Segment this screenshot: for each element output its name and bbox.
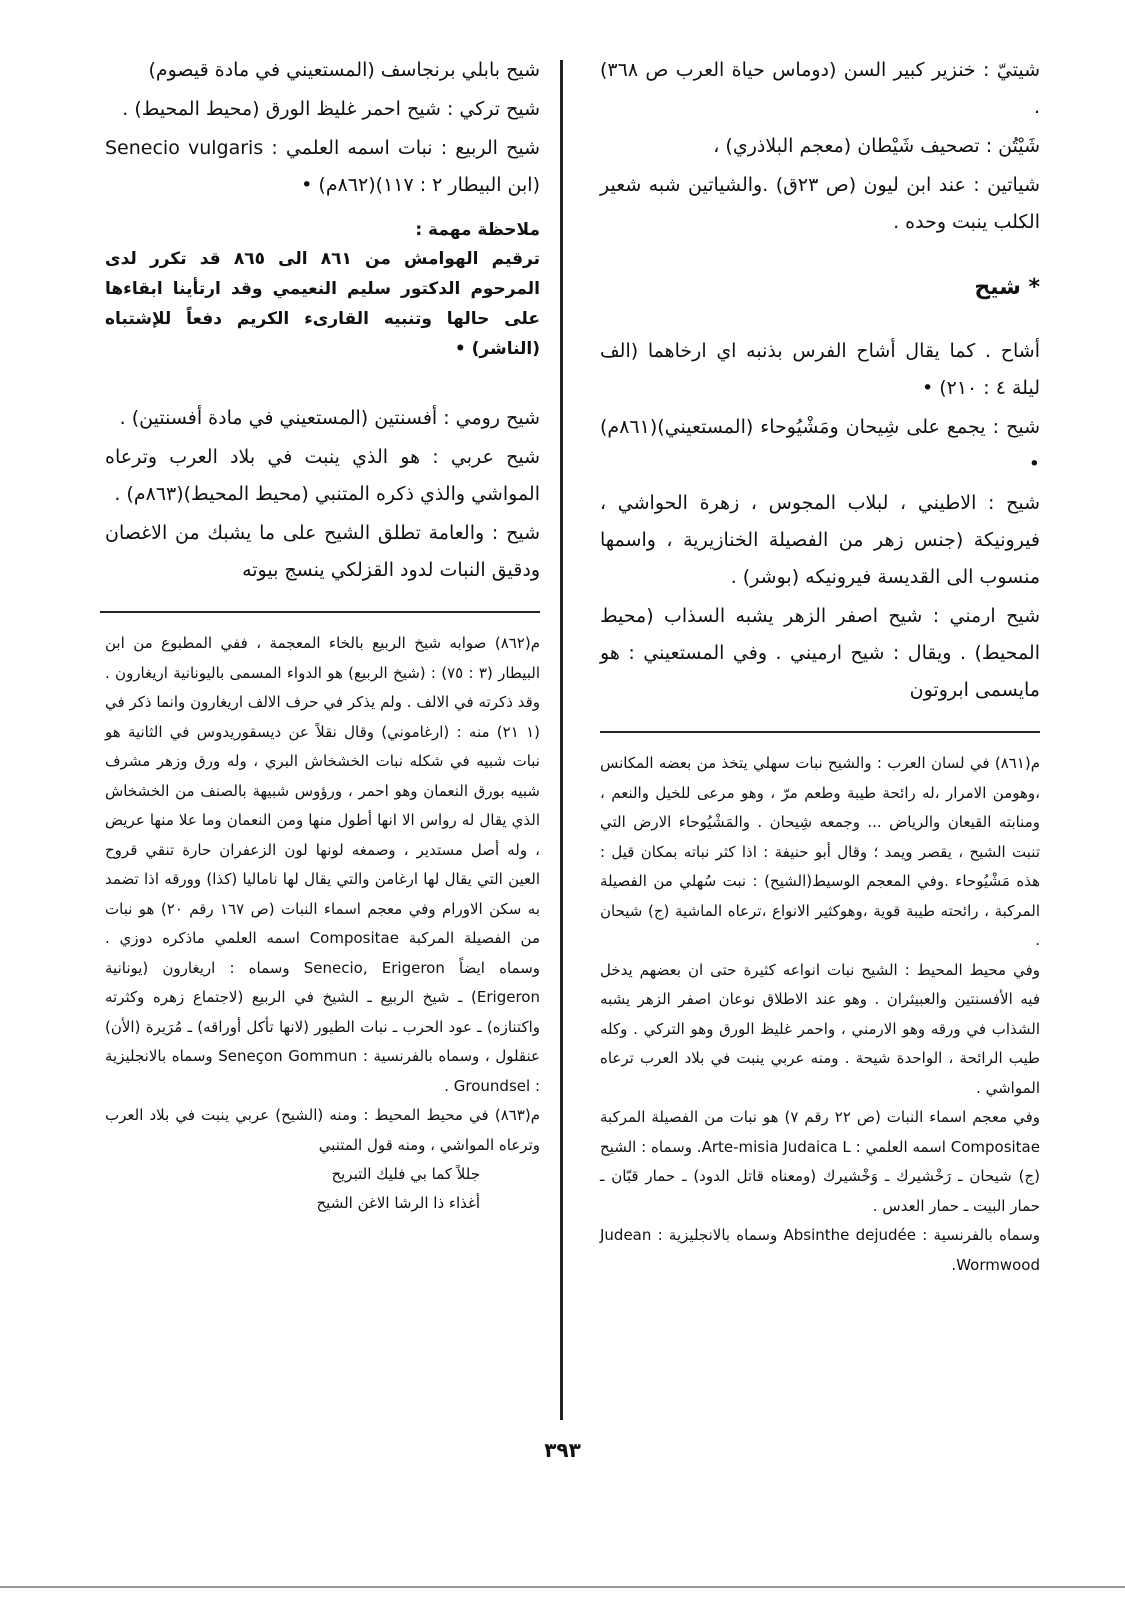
right-column xyxy=(600,52,1040,1280)
page-number: ٣٩٣ xyxy=(544,1438,581,1462)
footnote: م(٨٦١) في لسان العرب : والشيح نبات سهلي يتخذ من بعضه المكانس ،وهومن الامرار ،له رائحة طيبة وطعم مرّ ، وهو مرعى للخيل والنعم ، ومنابته القيعان والرياض ... وجمعه شِيحان . والمَشْيُوحاء الارض التي تنبت الشيح ، يقصر ويمد ؛ وقال أبو حنيفة : اذا كثر نباته بمكان قيل : هذه مَشْيُوحاء .وفي المعجم الوسيط(الشيح) : نبت سُهلي من الفصيلة المركبة ، رائحته طيبة قوية ،وهوكثير الانواع ،ترعاه الماشية (ج) شيحان . xyxy=(600,754,1040,949)
footnote-divider xyxy=(600,731,1040,733)
entry: شيح : الاطيني ، لبلاب المجوس ، زهرة الحواشي ، فيرونيكة (جنس زهر من الفصيلة الخنازيرية ، واسمها منسوب الى القديسة فيرونيكه (بوشر) . xyxy=(600,492,1040,588)
entry: شيح رومي : أفسنتين (المستعيني في مادة أفسنتين) . xyxy=(119,407,540,429)
verse-line: جللاً كما بي فليك التبريح xyxy=(331,1165,480,1183)
entry: شيح بابلي برنجاسف (المستعيني في مادة قيصوم) xyxy=(148,59,540,81)
footnote-divider xyxy=(100,611,540,613)
section-heading: * شيح xyxy=(974,275,1040,300)
column-divider xyxy=(560,60,563,1420)
scan-edge-line xyxy=(0,1586,1125,1588)
entry: شيح تركي : شيح احمر غليظ الورق (محيط المحيط) . xyxy=(122,98,540,120)
entry: شيح ارمني : شيح اصفر الزهر يشبه السذاب (محيط المحيط) . ويقال : شيح ارميني . وفي المستعيني : هو مايسمى ابروتون xyxy=(600,605,1040,701)
note-title: ملاحظة مهمة : xyxy=(415,220,540,240)
entry: شيح : والعامة تطلق الشيح على ما يشبك من الاغصان ودقيق النبات لدود القزلكي ينسج بيوته xyxy=(105,522,540,581)
entry: شيح الربيع : نبات اسمه العلمي : Senecio vulgaris (ابن البيطار ٢ : ١١٧)(٨٦٢م) • xyxy=(105,137,540,196)
note-body: ترقيم الهوامش من ٨٦١ الى ٨٦٥ قد تكرر لدى المرحوم الدكتور سليم النعيمي وقد ارتأينا ابقاءها على حالها وتنبيه القارىء الكريم دفعاً للإشتباه (الناشر) • xyxy=(105,249,540,359)
entry: شَيْتُن : تصحيف شَيْطان (معجم البلاذري) ، xyxy=(713,135,1040,157)
footnote: وفي معجم اسماء النبات (ص ٢٢ رقم ٧) هو نبات من الفصيلة المركبة Compositae اسمه العلمي : Arte-misia Judaica L. وسماه : الشيح (ج) شيحان ـ رَخْشيرك ـ وَخْشيرك (ومعناه قاتل الدود) ـ حمار قبّان ـ حمار البيت ـ حمار العدس . xyxy=(600,1108,1041,1215)
entry: شيتيّ : خنزير كبير السن (دوماس حياة العرب ص ٣٦٨) . xyxy=(600,59,1040,118)
left-column xyxy=(105,52,540,1218)
footnote: م(٨٦٣) في محيط المحيط : ومنه (الشيح) عربي ينبت في بلاد العرب وترعاه المواشي ، ومنه قول المتنبي xyxy=(105,1106,540,1154)
footnote: وفي محيط المحيط : الشيح نبات انواعه كثيرة حتى ان بعضهم يدخل فيه الأفسنتين والعبيثران . وهو عند الاطلاق نوعان اصفر الزهر يشبه الشذاب في ورقه وهو الارمني ، واحمر غليظ الورق وهو التركي . وكله طيب الرائحة ، الواحدة شيحة . ومنه عربي ينبت في بلاد العرب ترعاه المواشي . xyxy=(600,960,1040,1097)
footnote: وسماه بالفرنسية : Absinthe dejudée وسماه بالانجليزية : Judean Wormwood. xyxy=(600,1226,1041,1274)
verse-line: أغذاء ذا الرشا الاغن الشيح xyxy=(316,1194,480,1212)
entry: شيح : يجمع على شِيحان ومَشْيُوحاء (المستعيني)(٨٦١م) • xyxy=(600,416,1040,475)
footnote: م(٨٦٢) صوابه شيخ الربيع بالخاء المعجمة ، ففي المطبوع من ابن البيطار (٣ : ٧٥) : (شيخ الربيع) هو الدواء المسمى باليونانية اريغارون . وقد ذكرته في الالف . ولم يذكر في حرف الالف اريغارون وانما ذكر في (١ ٢١) منه : (ارغاموني) وقال نقلاً عن ديسقوريدوس في الثانية هو نبات شبيه في شكله نبات الخشخاش البري ، وله ورق وزهر مشرف شبيه بورق النعمان وهو احمر ، ورؤوس شبيهة بالصنف من الخشخاش الذي يقال له رواس الا انها أطول منها ومن النعمان وما علا منها عريض ، وله أصل مستدير ، وصمغه لونها لون الزعفران حارة تنقي قروح العين التي يقال لها ارغامن والتي يقال لها ناماليا (كذا) وورقه اذا تضمد به سكن الاورام وفي معجم اسماء النبات (ص ١٦٧ رقم ٢٠) هو نبات من الفصيلة المركبة Compositae اسمه العلمي ماذكره دوزي . وسماه ايضاً Senecio, Erigeron وسماه : اريغارون (يونانية Erigeron) ـ شيخ الربيع ـ الشيخ في الربيع (لاجتماع زهره وكثرته واكتنازه) ـ عود الحرب ـ نبات الطيور (لانها تأكل أوراقه) ـ مُرَيرة (الأن) عنقلول ، وسماه بالفرنسية : Seneçon Gommun وسماه بالانجليزية : Groundsel . xyxy=(105,634,541,1095)
entry: شياتين : عند ابن ليون (ص ٢٣ق) .والشياتين شبه شعير الكلب ينبت وحده . xyxy=(600,174,1040,233)
entry: شيح عربي : هو الذي ينبت في بلاد العرب وترعاه المواشي والذي ذكره المتنبي (محيط المحيط)(٨٦٣م) . xyxy=(105,446,540,505)
entry: أشاح . كما يقال أشاح الفرس بذنبه اي ارخاهما (الف ليلة ٤ : ٢١٠) • xyxy=(600,340,1040,399)
